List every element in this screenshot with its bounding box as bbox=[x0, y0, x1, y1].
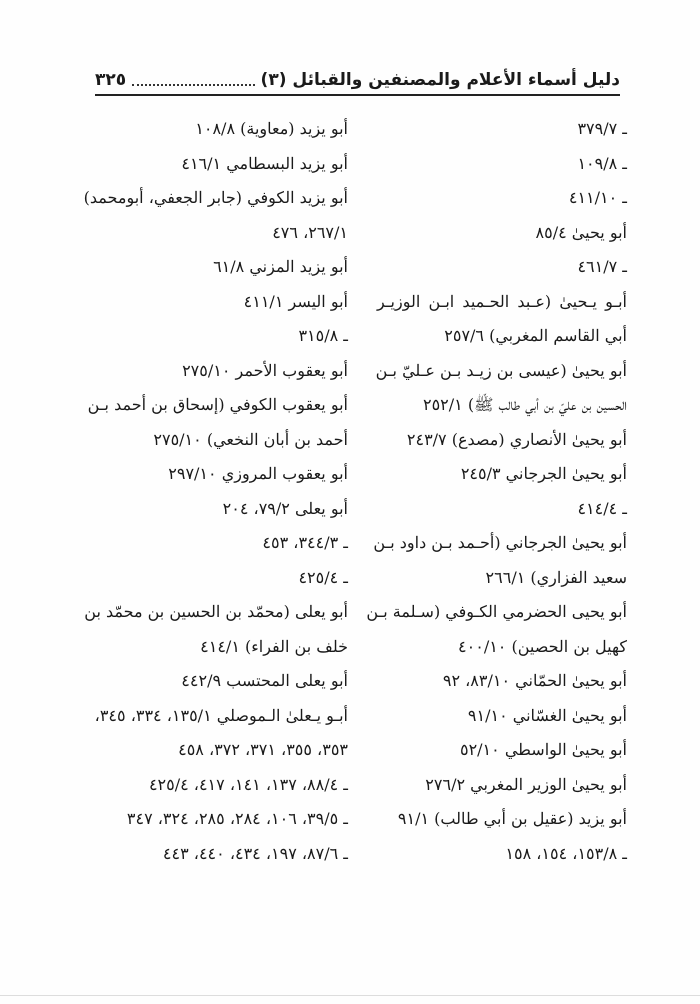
index-entry-continuation: كهيل بن الحصين) ٤٠٠/١٠ bbox=[458, 636, 627, 656]
index-entry: أبـو يـعلىٰ الـموصلي ١٣٥/١، ٣٣٤، ٣٤٥، bbox=[94, 705, 348, 725]
index-entry: أبو يزيد (عقيل بن أبي طالب) ٩١/١ bbox=[397, 809, 627, 828]
index-entry: أبو يحيىٰ الغسّاني ٩١/١٠ bbox=[467, 705, 627, 725]
index-entry-continuation: سعيد الفزاري) ٢٦٦/١ bbox=[485, 567, 627, 587]
index-entry: ـ ٤١٤/٤ bbox=[577, 498, 627, 518]
index-entry: أبو يعلى المحتسب ٤٤٢/٩ bbox=[181, 671, 348, 690]
index-column-left bbox=[83, 112, 348, 871]
index-entry-continuation: الحسين بن عليّ بن أبي طالب ﷺ) ٢٥٢/١ bbox=[422, 395, 627, 414]
header-title: دليل أسماء الأعلام والمصنفين والقبائل (٣) bbox=[260, 70, 620, 90]
index-entry-continuation: أحمد بن أبان النخعي) ٢٧٥/١٠ bbox=[153, 429, 348, 449]
header-dot-leader bbox=[132, 83, 254, 86]
index-entry-continuation: أبي القاسم المغربي) ٢٥٧/٦ bbox=[444, 326, 627, 345]
index-entry: أبو يحيىٰ الجرجاني (أحـمد بـن داود بـن bbox=[373, 533, 627, 552]
index-entry: أبـو يـحيىٰ (عـبد الحـميد ابـن الوزيـر bbox=[377, 291, 627, 311]
index-entry: ـ ٨٧/٦، ١٩٧، ٤٣٤، ٤٤٠، ٤٤٣ bbox=[162, 843, 348, 863]
page-bottom-edge bbox=[0, 995, 700, 996]
index-entry: ـ ٤٢٥/٤ bbox=[298, 567, 348, 587]
index-entry-continuation: ٢٦٧/١، ٤٧٦ bbox=[272, 222, 348, 242]
index-entry: أبو يحيى الحضرمي الكـوفي (سـلمة بـن bbox=[366, 602, 627, 621]
index-entry: أبو يحيىٰ الحمّاني ٨٣/١٠، ٩٢ bbox=[442, 671, 627, 690]
index-entry: أبو يحيىٰ الأنصاري (مصدع) ٢٤٣/٧ bbox=[406, 429, 627, 449]
index-entry: ـ ٣٤٤/٣، ٤٥٣ bbox=[262, 533, 348, 552]
index-entry: أبو يعقوب الأحمر ٢٧٥/١٠ bbox=[182, 360, 348, 380]
index-entry: أبو يعلى ٧٩/٢، ٢٠٤ bbox=[222, 498, 348, 518]
index-entry: ـ ٨٨/٤، ١٣٧، ١٤١، ٤١٧، ٤٢٥/٤ bbox=[148, 774, 348, 794]
index-entry: ـ ٤٦١/٧ bbox=[577, 257, 627, 276]
index-entry: أبو اليسر ٤١١/١ bbox=[243, 291, 348, 311]
index-entry-continuation: ٣٥٣، ٣٥٥، ٣٧١، ٣٧٢، ٤٥٨ bbox=[178, 740, 348, 759]
page-number: ٣٢٥ bbox=[95, 70, 127, 90]
index-entry: أبو يحيىٰ الواسطي ٥٢/١٠ bbox=[459, 740, 627, 759]
index-entry: أبو يزيد البسطامي ٤١٦/١ bbox=[181, 153, 348, 173]
index-entry: أبو يعقوب الكوفي (إسحاق بن أحمد بـن bbox=[87, 395, 348, 414]
index-entry: ـ ٣٧٩/٧ bbox=[577, 119, 627, 138]
index-entry: أبو يزيد (معاوية) ١٠٨/٨ bbox=[195, 119, 348, 138]
index-column-right bbox=[366, 112, 627, 871]
index-entry: أبو يزيد المزني ٦١/٨ bbox=[213, 257, 348, 276]
index-entry: أبو يعقوب المروزي ٢٩٧/١٠ bbox=[168, 464, 348, 483]
index-entry: ـ ١٠٩/٨ bbox=[577, 153, 627, 173]
index-entry: أبو يحيىٰ الوزير المغربي ٢٧٦/٢ bbox=[425, 774, 627, 794]
running-header bbox=[95, 60, 620, 96]
index-entry: ـ ٤١١/١٠ bbox=[568, 188, 627, 207]
index-entry: ـ ٣١٥/٨ bbox=[298, 326, 348, 345]
index-entry: أبو يزيد الكوفي (جابر الجعفي، أبومحمد) bbox=[83, 188, 348, 207]
index-entry: أبو يحيىٰ الجرجاني ٢٤٥/٣ bbox=[460, 464, 627, 483]
index-entry: ـ ١٥٣/٨، ١٥٤، ١٥٨ bbox=[505, 843, 627, 863]
index-entry: ـ ٣٩/٥، ١٠٦، ٢٨٤، ٢٨٥، ٣٢٤، ٣٤٧ bbox=[126, 809, 348, 828]
index-entry-continuation: خلف بن الفراء) ٤١٤/١ bbox=[200, 636, 348, 656]
index-entry: أبو يحيىٰ ٨٥/٤ bbox=[535, 222, 627, 242]
index-entry: أبو يعلى (محمّد بن الحسين بن محمّد بن bbox=[84, 602, 348, 621]
index-entry: أبو يحيىٰ (عيسى بن زيـد بـن عـليّ بـن bbox=[375, 360, 627, 380]
